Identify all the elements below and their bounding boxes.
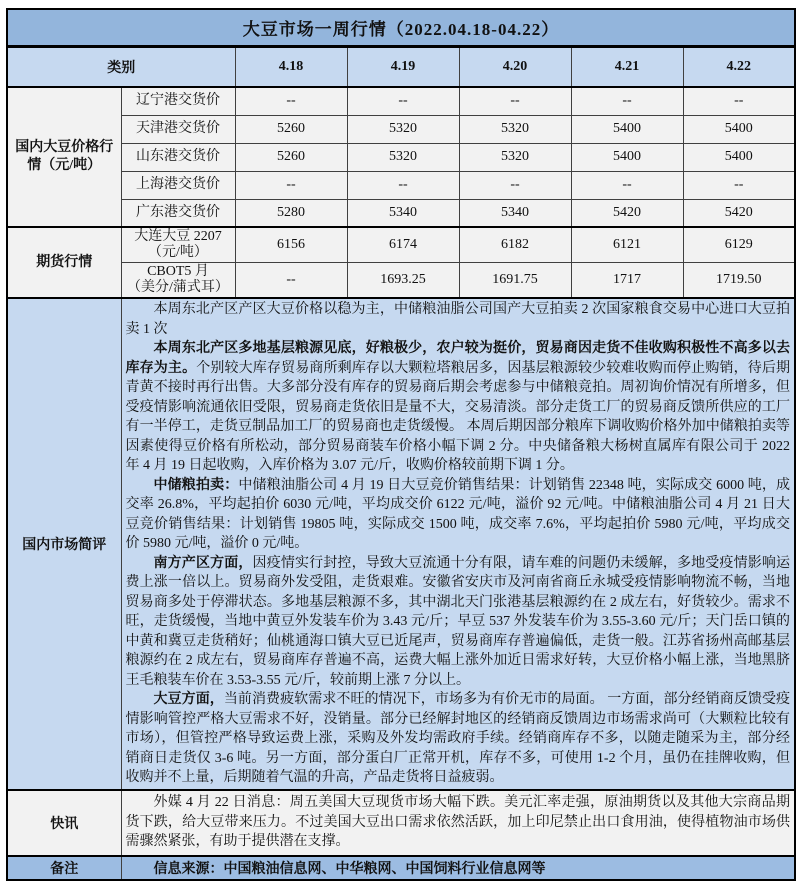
price-value: 5320 [459, 143, 571, 171]
news-content [121, 790, 795, 856]
column-header-category: 类别 [7, 47, 235, 88]
review-paragraph-3: 中储粮拍卖：中储粮油脂公司 4 月 19 日大豆竞价销售结果：计划销售 22348 吨，实际成交 6000 吨，成交率 26.8%，平均起拍价 6030 元/吨，平均成交价 6122 元/吨，溢价 92 元/吨。中储粮油脂公司 4 月 21 日大豆竞价销售结果：计划销售 19805 吨，实际成交 1500 吨，成交率 7.6%，平均起拍价 5980 元/吨，平均成交价 5980 元/吨，溢价 0 元/吨。 [125, 477, 791, 551]
futures-label-line1: 大连大豆 2207 [134, 229, 222, 244]
column-header-date-3: 4.20 [459, 47, 571, 88]
group-label-domestic-prices: 国内大豆价格行情（元/吨） [7, 87, 121, 227]
price-value: -- [459, 171, 571, 199]
soybean-weekly-report-table [6, 8, 796, 881]
remarks-row [7, 856, 795, 880]
futures-value: 1719.50 [683, 263, 795, 299]
price-value: 5320 [347, 143, 459, 171]
price-value: -- [347, 171, 459, 199]
row-label-remarks: 备注 [7, 856, 121, 880]
price-value: 5340 [347, 199, 459, 227]
price-value: 5260 [235, 115, 347, 143]
row-label-news: 快讯 [7, 790, 121, 856]
price-value: 5320 [347, 115, 459, 143]
price-value: 5400 [683, 143, 795, 171]
price-value: -- [235, 171, 347, 199]
table-row-liaoning [7, 87, 795, 115]
futures-value: 6174 [347, 227, 459, 263]
header-row [7, 47, 795, 88]
table-row-shandong [7, 143, 795, 171]
row-label-market-review: 国内市场简评 [7, 298, 121, 790]
futures-value: 1693.25 [347, 263, 459, 299]
price-value: 5420 [571, 199, 683, 227]
price-value: -- [235, 87, 347, 115]
price-value: -- [571, 87, 683, 115]
futures-value: 6182 [459, 227, 571, 263]
table-row-cbot-may [7, 263, 795, 299]
column-header-date-5: 4.22 [683, 47, 795, 88]
title-row [7, 9, 795, 47]
price-value: 5400 [571, 143, 683, 171]
row-label-dalian-2207 [121, 227, 235, 263]
table-row-guangdong [7, 199, 795, 227]
review-paragraph-5: 大豆方面，当前消费疲软需求不旺的情况下，市场多为有价无市的局面。 一方面，部分经销商反馈受疫情影响管控严格大豆需求不好，没销量。部分已经解封地区的经销商反馈周边市场需求尚可（大颗粒比较有市场），但管控严格导致运费上涨，采购及外发均需政府手续。经销商库存不多，以随走随采为主，部分经销商日走货仅 3-6 吨。另一方面，部分蛋白厂正常开机，库存不多，可使用 1-2 个月，虽仍在挂牌收购，但收购并不上量，后期随着气温的升高，产品走货将日益疲弱。 [125, 692, 791, 785]
price-value: -- [571, 171, 683, 199]
futures-value: 6129 [683, 227, 795, 263]
price-value: 5340 [459, 199, 571, 227]
futures-value: 1717 [571, 263, 683, 299]
review-paragraph-4: 南方产区方面，因疫情实行封控，导致大豆流通十分有限，请车难的问题仍未缓解，多地受疫情影响运费上涨一倍以上。贸易商外发受阻，走货艰难。安徽省安庆市及河南省商丘永城受疫情影响物流不畅，当地贸易商多处于停滞状态。多地基层粮源不多，其中湖北天门张港基层粮源约在 2 成左右，好货较少。需求不旺，走货缓慢，当地中黄豆外发装车价为 3.43 元/斤；早豆 537 外发装车价为 3.55-3.60 元/斤；天门岳口镇的中黄和冀豆走货稍好；仙桃通海口镇大豆已近尾声，贸易商库存普遍偏低，走货一般。江苏省扬州高邮基层粮源约在 2 成左右，贸易商库存普遍不高，运费大幅上涨外加近日需求好转，大豆价格小幅上涨，当地黑脐王毛粮装车价在 3.53-3.55 元/斤，较前期上涨 7 分以上。 [125, 555, 791, 688]
row-label-cbot-may [121, 263, 235, 299]
futures-value: 1691.75 [459, 263, 571, 299]
futures-value: -- [235, 263, 347, 299]
futures-label-line2: （元/吨） [148, 245, 208, 260]
table-row-shanghai [7, 171, 795, 199]
price-value: -- [683, 171, 795, 199]
row-label-shanghai-port: 上海港交货价 [121, 171, 235, 199]
price-value: -- [347, 87, 459, 115]
price-value: 5420 [683, 199, 795, 227]
group-label-futures: 期货行情 [7, 227, 121, 298]
row-label-tianjin-port: 天津港交货价 [121, 115, 235, 143]
column-header-date-1: 4.18 [235, 47, 347, 88]
row-label-liaoning-port: 辽宁港交货价 [121, 87, 235, 115]
futures-label-line2: （美分/蒲式耳） [127, 280, 229, 295]
price-value: 5280 [235, 199, 347, 227]
market-review-content [121, 298, 795, 790]
price-value: 5260 [235, 143, 347, 171]
news-row [7, 790, 795, 856]
price-value: -- [459, 87, 571, 115]
table-row-tianjin [7, 115, 795, 143]
remarks-content: 信息来源：中国粮油信息网、中华粮网、中国饲料行业信息网等 [121, 856, 795, 880]
futures-value: 6156 [235, 227, 347, 263]
review-paragraph-2: 本周东北产区多地基层粮源见底，好粮极少，农户较为挺价，贸易商因走货不佳收购积极性不高多以去库存为主。个别较大库存贸易商所剩库存以大颗粒塔粮居多，因基层粮源较少较难收购而停止购销，待后期青黄不接时再行出售。大多部分没有库存的贸易商后期会考虑参与中储粮竞拍。周初询价情况有所增多，但受疫情影响流通依旧受限，贸易商走货依旧是量不大，交易清淡。部分走货工厂的贸易商反馈所供应的工厂有一半停工，走货豆制品加工厂的贸易商也走货缓慢。 本周后期因部分粮库下调收购价格外加中储粮拍卖等因素使得豆价格有所松动，部分贸易商装车价格小幅下调 2 分。中央储备粮大杨树直属库有限公司于 2022 年 4 月 19 日起收购，入库价格为 3.07 元/斤，收购价格较前期下调 1 分。 [125, 341, 791, 473]
price-value: 5400 [683, 115, 795, 143]
row-label-shandong-port: 山东港交货价 [121, 143, 235, 171]
column-header-date-4: 4.21 [571, 47, 683, 88]
table-row-dalian-soybean [7, 227, 795, 263]
column-header-date-2: 4.19 [347, 47, 459, 88]
page-title: 大豆市场一周行情（2022.04.18-04.22） [7, 9, 795, 47]
price-value: -- [683, 87, 795, 115]
news-paragraph: 外媒 4 月 22 日消息：周五美国大豆现货市场大幅下跌。美元汇率走强，原油期货以及其他大宗商品期货下跌，给大豆带来压力。不过美国大豆出口需求依然活跃，加上印尼禁止出口食用油，使得植物油市场供需骤然紧张，有助于提供潜在支撑。 [125, 795, 791, 850]
row-label-guangdong-port: 广东港交货价 [121, 199, 235, 227]
price-value: 5320 [459, 115, 571, 143]
price-value: 5400 [571, 115, 683, 143]
market-review-row [7, 298, 795, 790]
futures-label-line1: CBOT5 月 [147, 264, 209, 279]
futures-value: 6121 [571, 227, 683, 263]
review-paragraph-1: 本周东北产区产区大豆价格以稳为主，中储粮油脂公司国产大豆拍卖 2 次国家粮食交易中心进口大豆拍卖 1 次 [125, 302, 791, 337]
